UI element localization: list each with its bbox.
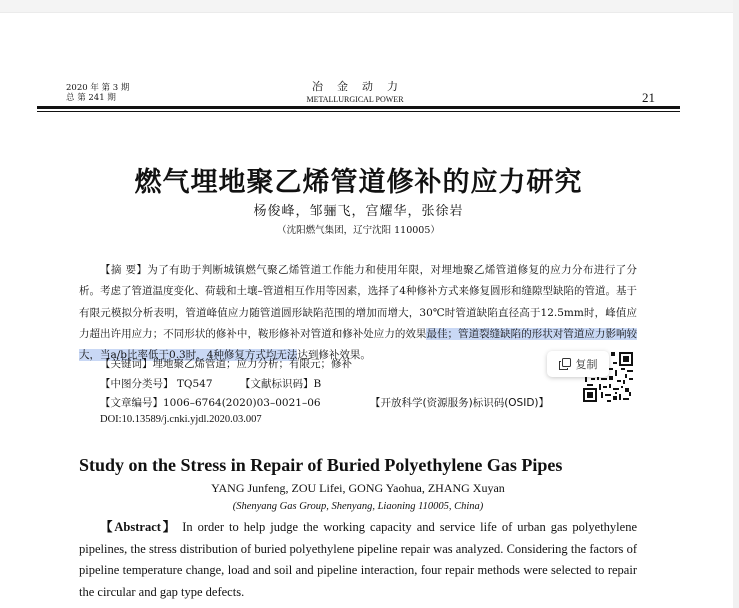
english-affiliation: (Shenyang Gas Group, Shenyang, Liaoning 110005, China) — [232, 501, 484, 512]
keywords-label: 【关键词】 — [100, 358, 153, 370]
abstract-en[interactable] — [79, 517, 637, 603]
paper-title: 燃气埋地聚乙烯管道修补的应力研究 — [134, 167, 583, 198]
abstract-selected-text[interactable]: 最佳；管道裂缝缺陷的形状对管道应力影响较大，当a/b比率低于0.3时，4种修复方式均无法 — [79, 327, 638, 362]
header-rule-thick — [37, 106, 680, 109]
document-code — [240, 376, 321, 391]
year-issue: 2020 年 第 3 期 — [66, 83, 130, 93]
english-title: Study on the Stress in Repair of Buried Polyethylene Gas Pipes — [79, 455, 563, 475]
clc-value: TQ547 — [176, 378, 213, 390]
total-issue: 总 第 241 期 — [66, 92, 116, 103]
abstract-label: 【摘 要】 — [100, 264, 148, 276]
abstract-en-text[interactable]: In order to help judge the working capacity and service life of urban gas polyethylene pipelines, the stress distribution of buried polyethylene pipeline repair was analyzed. Considering the factors of pipeline temperature change, load and soil and pipeline interaction, four repair methods were selected to repair the circular and gap type defects. — [79, 520, 637, 599]
clc-label: 【中图分类号】 — [100, 378, 174, 390]
scrollbar-gutter[interactable] — [733, 0, 739, 608]
paper-affiliation: （沈阳燃气集团，辽宁沈阳 110005） — [277, 225, 440, 236]
classification-row — [100, 376, 322, 391]
paper-authors: 杨俊峰，邹骊飞，宫耀华，张徐岩 — [253, 204, 464, 219]
keywords-text: 埋地聚乙烯管道；应力分析；有限元；修补 — [152, 358, 352, 370]
journal-name-cn: 冶金动力 — [312, 80, 412, 93]
abstract-en-label: 【Abstract】 — [100, 520, 178, 534]
osid-label: 【开放科学(资源服务)标识码(OSID)】 — [370, 397, 549, 409]
viewer-top-bar — [0, 0, 739, 13]
doi[interactable]: DOI:10.13589/j.cnki.yjdl.2020.03.007 — [100, 414, 262, 425]
doc-code-label: 【文献标识码】 — [240, 378, 314, 390]
copy-button-label: 复制 — [575, 358, 598, 371]
article-no-value: 1006–6764(2020)03–0021–06 — [163, 397, 321, 409]
article-number — [100, 395, 321, 410]
doc-code-value: B — [313, 378, 322, 390]
journal-name-en: METALLURGICAL POWER — [306, 95, 404, 104]
keywords — [100, 356, 352, 371]
page-number: 21 — [642, 90, 655, 105]
abstract-text-tail[interactable]: 达到修补效果。 — [297, 349, 371, 362]
copy-button[interactable] — [547, 351, 609, 377]
copy-icon — [559, 358, 571, 370]
issue-info — [66, 84, 129, 103]
header-rule-thin — [37, 111, 680, 112]
article-no-label: 【文章编号】 — [100, 397, 163, 409]
english-authors: YANG Junfeng, ZOU Lifei, GONG Yaohua, ZHANG Xuyan — [211, 481, 505, 495]
journal-name — [280, 78, 430, 104]
abstract-text[interactable]: 为了有助于判断城镇燃气聚乙烯管道工作能力和使用年限，对埋地聚乙烯管道修复的应力分布进行了分析。考虑了管道温度变化、荷载和土壤–管道相互作用等因素，选择了4种修补方式来修复圆形和缝隙型缺陷的管道。基于有限元模拟分析表明，管道峰值应力随管道圆形缺陷范围的增加而增大，30℃时管道缺陷直径高于12.5mm时，峰值应力超出许用应力；不同形状的修补中，鞍形修补对管道和修补处应力的效果 — [79, 264, 637, 340]
